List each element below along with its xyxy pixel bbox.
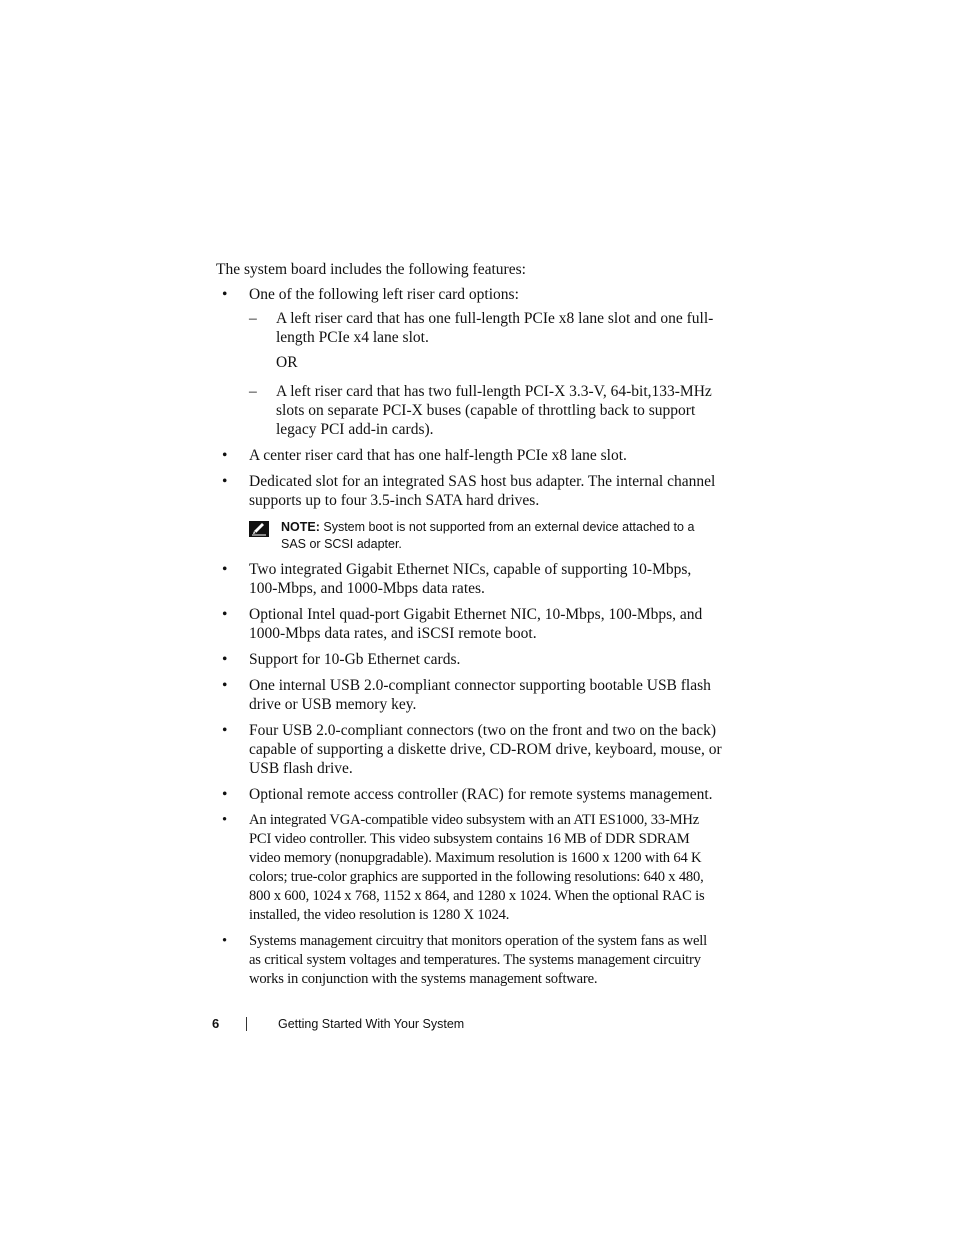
bullet-icon: • <box>222 286 228 303</box>
list-item-10gb <box>222 650 722 669</box>
bullet-icon: • <box>222 561 228 578</box>
bullet-icon: • <box>222 786 228 803</box>
gigabit-nics-text: Two integrated Gigabit Ethernet NICs, capable of supporting 10-Mbps, 100-Mbps, and 1000-Mbps data rates. <box>249 561 692 597</box>
list-item-usb-internal <box>222 676 722 714</box>
center-riser-text: A center riser card that has one half-length PCIe x8 lane slot. <box>249 447 627 464</box>
bullet-icon: • <box>222 651 228 668</box>
intel-nic-text: Optional Intel quad-port Gigabit Ethernet NIC, 10-Mbps, 100-Mbps, and 1000-Mbps data rates, and iSCSI remote boot. <box>249 606 703 642</box>
bullet-icon: • <box>222 473 228 490</box>
feature-list <box>222 285 722 996</box>
list-item-gigabit-nics <box>222 560 722 598</box>
note-label: NOTE: <box>281 520 320 534</box>
note-callout <box>249 519 722 553</box>
bullet-icon: • <box>222 606 228 623</box>
riser-option-1-text: A left riser card that has one full-length PCIe x8 lane slot and one full-length PCIe x4 lane slot. <box>276 310 714 346</box>
list-item-riser-options <box>222 285 722 439</box>
riser-intro-text: One of the following left riser card options: <box>249 286 519 303</box>
bullet-icon: • <box>222 722 228 739</box>
list-item-usb-four <box>222 721 722 778</box>
list-item-sas-slot <box>222 472 722 553</box>
footer-divider <box>246 1017 247 1031</box>
riser-sublist <box>249 309 722 439</box>
sas-slot-text: Dedicated slot for an integrated SAS host bus adapter. The internal channel supports up to four 3.5-inch SATA hard drives. <box>249 473 716 509</box>
riser-option-2-text: A left riser card that has two full-length PCI-X 3.3-V, 64-bit,133-MHz slots on separate PCI-X buses (capable of throttling back to support legacy PCI add-in cards). <box>276 383 712 438</box>
footer-title: Getting Started With Your System <box>278 1017 465 1031</box>
mgmt-text: Systems management circuitry that monitors operation of the system fans as well as critical system voltages and temperatures. The systems management circuitry works in conjunction with the systems management software. <box>249 933 707 987</box>
list-item-center-riser <box>222 446 722 465</box>
usb-four-text: Four USB 2.0-compliant connectors (two on the front and two on the back) capable of supporting a diskette drive, CD-ROM drive, keyboard, mouse, or USB flash drive. <box>249 722 722 777</box>
dash-icon: – <box>249 310 257 327</box>
note-pencil-icon <box>249 521 269 537</box>
ten-gb-text: Support for 10-Gb Ethernet cards. <box>249 651 461 668</box>
usb-internal-text: One internal USB 2.0-compliant connector supporting bootable USB flash drive or USB memory key. <box>249 677 711 713</box>
list-item-systems-management <box>222 932 722 989</box>
bullet-icon: • <box>222 677 228 694</box>
sublist-item-pcix-riser <box>249 382 722 439</box>
note-text: System boot is not supported from an external device attached to a SAS or SCSI adapter. <box>281 520 695 551</box>
list-item-rac <box>222 785 722 804</box>
or-separator: OR <box>276 354 298 371</box>
video-text: An integrated VGA-compatible video subsystem with an ATI ES1000, 33-MHz PCI video controller. This video subsystem contains 16 MB of DDR SDRAM video memory (nonupgradable). Maximum resolution is 1600 x 1200 with 64 K colors; true-color graphics are supported in the following resolutions: 640 x 480, 800 x 600, 1024 x 768, 1152 x 864, and 1280 x 1024. When the optional RAC is installed, the video resolution is 1280 X 1024. <box>249 812 705 923</box>
bullet-icon: • <box>222 447 228 464</box>
bullet-icon: • <box>222 933 227 949</box>
sublist-item-pcie-riser <box>249 309 722 347</box>
list-item-video <box>222 811 722 925</box>
list-item-intel-nic <box>222 605 722 643</box>
bullet-icon: • <box>222 812 227 828</box>
page-number: 6 <box>212 1016 220 1031</box>
dash-icon: – <box>249 383 257 400</box>
intro-text: The system board includes the following features: <box>216 261 526 278</box>
rac-text: Optional remote access controller (RAC) for remote systems management. <box>249 786 713 803</box>
